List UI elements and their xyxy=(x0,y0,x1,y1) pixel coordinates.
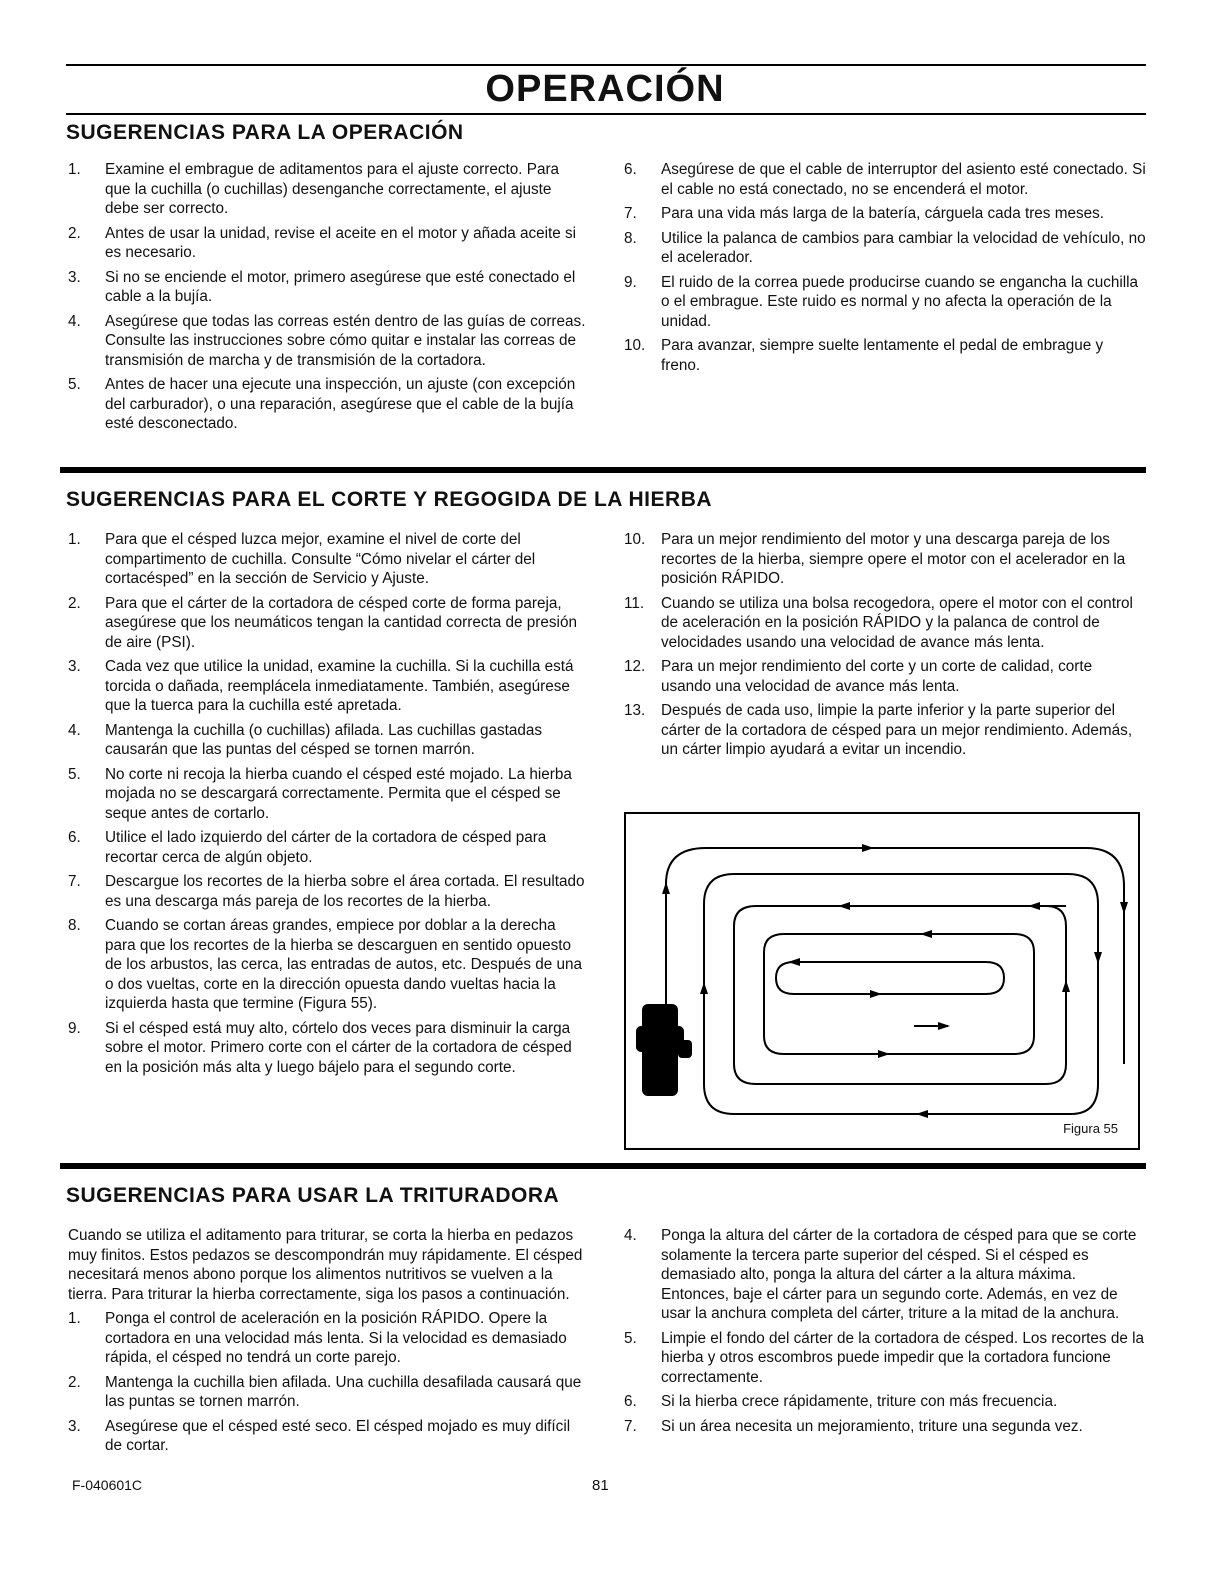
list-item-text: Asegúrese de que el cable de interruptor del asiento esté conectado. Si el cable no está conectado, no se encenderá el motor. xyxy=(661,161,1146,198)
list-item-text: Cuando se cortan áreas grandes, empiece por doblar a la derecha para que los recortes de la hierba se descarguen en sentido opuesto de los arbustos, las cerca, las entradas de autos, etc. Después de una o dos vueltas, corte en la dirección opuesta dando vueltas hacia la izquierda hasta que termine (Figura 55). xyxy=(105,917,583,1012)
page-title: OPERACIÓN xyxy=(485,68,725,110)
section3-right-column xyxy=(624,1226,1146,1441)
list-item-number: 9. xyxy=(624,273,637,291)
list-item-number: 1. xyxy=(68,161,81,178)
section-title-corte: SUGERENCIAS PARA EL CORTE Y REGOGIDA DE LA HIERBA xyxy=(66,488,713,511)
figure-55-mowing-pattern xyxy=(624,812,1140,1150)
list-item-text: Antes de hacer una ejecute una inspección, un ajuste (con excepción del carburador), o una reparación, asegúrese que el cable de la bujía esté desconectado. xyxy=(105,376,576,432)
list-item xyxy=(68,657,588,716)
list-item xyxy=(624,1417,1146,1437)
section1-left-column xyxy=(68,160,588,439)
list-item-number: 6. xyxy=(624,1393,637,1410)
section-title-trituradora: SUGERENCIAS PARA USAR LA TRITURADORA xyxy=(66,1184,560,1207)
list-item-number: 7. xyxy=(624,1417,637,1435)
list-item-text: Después de cada uso, limpie la parte inferior y la parte superior del cárter de la cortadora de césped para un mejor rendimiento. Además, un cárter limpio ayudará a evitar un incendio. xyxy=(661,702,1133,758)
list-item xyxy=(68,1417,588,1456)
list-item-number: 9. xyxy=(68,1019,81,1037)
mower-icon xyxy=(636,1004,692,1096)
list-item-text: Si no se enciende el motor, primero asegúrese que esté conectado el cable a la bujía. xyxy=(105,268,576,305)
list-item-number: 1. xyxy=(68,1310,81,1327)
list-item-text: Para que el cárter de la cortadora de césped corte de forma pareja, asegúrese que los neumáticos tengan la cantidad correcta de presión de aire (PSI). xyxy=(105,594,577,651)
list-item-text: Para que el césped luzca mejor, examine el nivel de corte del compartimento de cuchilla. Consulte “Cómo nivelar el cárter del cortacésped” en la sección de Servicio y Ajuste. xyxy=(105,531,536,587)
list-item-text: Asegúrese que el césped esté seco. El césped mojado es muy difícil de cortar. xyxy=(105,1417,571,1454)
list-item xyxy=(68,312,588,371)
list-item-number: 2. xyxy=(68,1373,81,1391)
list-item-number: 5. xyxy=(68,765,81,783)
list-item-number: 2. xyxy=(68,594,81,612)
list-item-number: 5. xyxy=(624,1329,637,1347)
list-item-number: 4. xyxy=(624,1227,637,1244)
list-item-text: Si un área necesita un mejoramiento, triture una segunda vez. xyxy=(661,1417,1083,1435)
list-item-number: 3. xyxy=(68,268,81,286)
list-item xyxy=(68,224,588,263)
list-item-text: Si la hierba crece rápidamente, triture con más frecuencia. xyxy=(661,1393,1058,1410)
figure-caption: Figura 55 xyxy=(1063,1121,1118,1136)
list-item xyxy=(68,594,588,653)
list-item xyxy=(624,530,1146,589)
list-item xyxy=(68,828,588,867)
list-item-number: 10. xyxy=(624,531,646,548)
list-item xyxy=(624,594,1146,653)
list-item xyxy=(624,1392,1146,1412)
section-divider xyxy=(60,467,1146,473)
list-item-text: Utilice la palanca de cambios para cambiar la velocidad de vehículo, no el acelerador. xyxy=(661,229,1146,266)
list-item-number: 6. xyxy=(624,161,637,178)
list-item xyxy=(624,657,1146,696)
list-item-text: Si el césped está muy alto, córtelo dos veces para disminuir la carga sobre el motor. Primero corte con el cárter de la cortadora de césped en la posición más alta y luego bájelo para el segundo corte. xyxy=(105,1019,572,1076)
list-item-number: 7. xyxy=(68,873,81,890)
list-item xyxy=(68,765,588,824)
list-item-text: Cuando se utiliza una bolsa recogedora, opere el motor con el control de aceleración en la posición RÁPIDO y la palanca de control de velocidades usando una velocidad de avance más lenta. xyxy=(661,594,1133,651)
list-item-number: 3. xyxy=(68,658,81,675)
section-divider xyxy=(60,1163,1146,1169)
section2-left-list xyxy=(68,530,588,1077)
list-item-text: Cada vez que utilice la unidad, examine la cuchilla. Si la cuchilla está torcida o dañada, reemplácela inmediatamente. También, asegúrese que la tuerca para la cuchilla esté apretada. xyxy=(105,658,574,714)
list-item xyxy=(68,268,588,307)
list-item-number: 10. xyxy=(624,337,646,354)
list-item-number: 13. xyxy=(624,702,646,719)
list-item-text: Para avanzar, siempre suelte lentamente el pedal de embrague y freno. xyxy=(661,337,1104,374)
list-item xyxy=(68,872,588,911)
list-item-text: El ruido de la correa puede producirse cuando se engancha la cuchilla o el embrague. Este ruido es normal y no afecta la operación de la unidad. xyxy=(661,273,1139,330)
page-number: 81 xyxy=(592,1477,609,1494)
list-item xyxy=(624,701,1146,760)
section1-left-list xyxy=(68,160,588,434)
list-item-number: 5. xyxy=(68,376,81,393)
list-item-number: 8. xyxy=(624,229,637,247)
list-item-number: 1. xyxy=(68,531,81,548)
list-item-text: Limpie el fondo del cárter de la cortadora de césped. Los recortes de la hierba y otros escombros puede impedir que la cortadora funcione correctamente. xyxy=(661,1329,1144,1386)
list-item-text: Para un mejor rendimiento del motor y una descarga pareja de los recortes de la hierba, siempre opere el motor con el acelerador en la posición RÁPIDO. xyxy=(661,531,1126,587)
section3-left-list xyxy=(68,1309,588,1456)
list-item xyxy=(68,916,588,1014)
list-item-text: Descargue los recortes de la hierba sobre el área cortada. El resultado es una descarga más pareja de los recortes de la hierba. xyxy=(105,873,585,910)
section2-left-column xyxy=(68,530,588,1082)
title-rule xyxy=(66,113,1146,115)
list-item-number: 4. xyxy=(68,312,81,330)
list-item-text: Antes de usar la unidad, revise el aceite en el motor y añada aceite si es necesario. xyxy=(105,224,577,261)
list-item xyxy=(624,229,1146,268)
list-item xyxy=(68,1309,588,1368)
list-item xyxy=(68,375,588,434)
list-item xyxy=(624,160,1146,199)
list-item-text: No corte ni recoja la hierba cuando el césped esté mojado. La hierba mojada no se descargará correctamente. Permita que el césped se seque antes de cortarlo. xyxy=(105,765,572,822)
list-item-text: Asegúrese que todas las correas estén dentro de las guías de correas. Consulte las instrucciones sobre cómo quitar e instalar las correas de transmisión de marcha y de transmisión de la cortadora. xyxy=(105,312,586,369)
footer-code: F-040601C xyxy=(72,1477,143,1493)
section1-right-list xyxy=(624,160,1146,375)
list-item-text: Para una vida más larga de la batería, cárguela cada tres meses. xyxy=(661,205,1105,222)
list-item-number: 3. xyxy=(68,1417,81,1435)
section3-intro: Cuando se utiliza el aditamento para triturar, se corta la hierba en pedazos muy finitos. Estos pedazos se descompondrán muy rápidamente. El césped necesitará menos abono porque los alimentos nutritivos se vuelven a la tierra. Para triturar la hierba correctamente, siga los pasos a continuación. xyxy=(68,1227,583,1303)
inner-loop xyxy=(776,962,1004,994)
section-title-operacion: SUGERENCIAS PARA LA OPERACIÓN xyxy=(66,121,464,144)
list-item xyxy=(624,1226,1146,1324)
list-item-text: Utilice el lado izquierdo del cárter de la cortadora de césped para recortar cerca de algún objeto. xyxy=(105,829,547,866)
list-item xyxy=(68,160,588,219)
list-item xyxy=(68,1019,588,1078)
list-item-number: 12. xyxy=(624,658,646,675)
list-item-text: Ponga la altura del cárter de la cortadora de césped para que se corte solamente la tercera parte superior del césped. Si el césped es demasiado alto, ponga la altura del cárter a la altura máxima. Entonces, baje el cárter para un segundo corte. Además, en vez de usar la anchura completa del cárter, triture a la mitad de la anchura. xyxy=(661,1227,1137,1322)
list-item-text: Para un mejor rendimiento del corte y un corte de calidad, corte usando una velocidad de avance más lenta. xyxy=(661,658,1093,695)
list-item-text: Ponga el control de aceleración en la posición RÁPIDO. Opere la cortadora en una velocidad más lenta. Si la velocidad es demasiado rápida, el césped no tendrá un corte parejo. xyxy=(105,1310,567,1366)
list-item-number: 4. xyxy=(68,721,81,739)
list-item-number: 8. xyxy=(68,917,81,934)
list-item xyxy=(68,530,588,589)
section3-left-column xyxy=(68,1226,588,1461)
list-item-text: Mantenga la cuchilla (o cuchillas) afilada. Las cuchillas gastadas causarán que las puntas del césped se tornen marrón. xyxy=(105,721,543,758)
section2-right-list xyxy=(624,530,1146,760)
list-item-text: Examine el embrague de aditamentos para el ajuste correcto. Para que la cuchilla (o cuchillas) desenganche correctamente, el ajuste debe ser correcto. xyxy=(105,161,560,217)
mowing-pattern-diagram xyxy=(626,814,1138,1148)
section3-right-list xyxy=(624,1226,1146,1436)
list-item-number: 7. xyxy=(624,205,637,222)
list-item-number: 6. xyxy=(68,829,81,846)
list-item-number: 2. xyxy=(68,224,81,242)
list-item xyxy=(68,1373,588,1412)
list-item xyxy=(624,336,1146,375)
section1-right-column xyxy=(624,160,1146,380)
list-item xyxy=(624,273,1146,332)
list-item-number: 11. xyxy=(624,594,645,612)
list-item xyxy=(624,204,1146,224)
list-item-text: Mantenga la cuchilla bien afilada. Una cuchilla desafilada causará que las puntas se tornen marrón. xyxy=(105,1373,582,1410)
list-item xyxy=(624,1329,1146,1388)
list-item xyxy=(68,721,588,760)
section2-right-column xyxy=(624,530,1146,765)
